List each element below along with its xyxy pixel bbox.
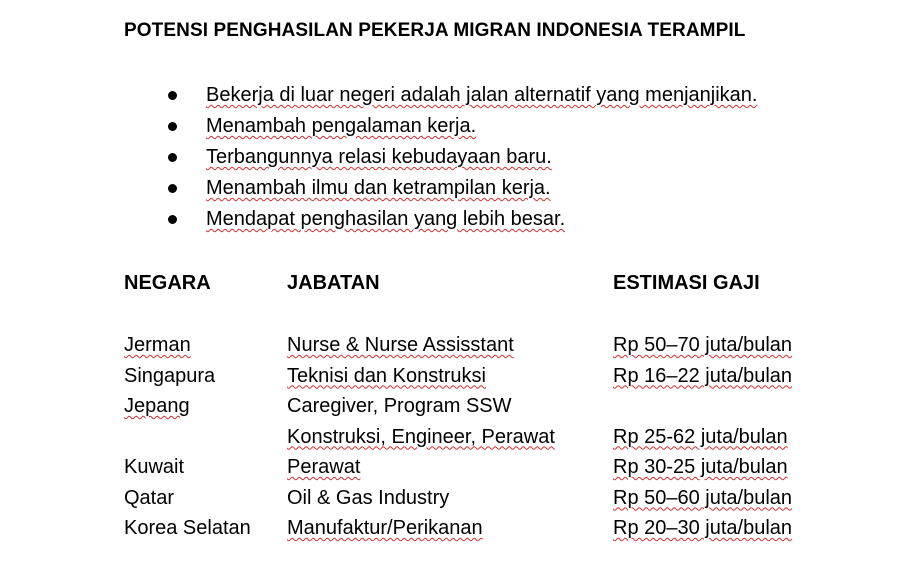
bullet-text[interactable]: Menambah ilmu dan ketrampilan kerja. <box>206 177 551 199</box>
cell-jabatan[interactable]: Perawat <box>287 456 361 478</box>
cell-gaji[interactable]: Rp 16–22 juta/bulan <box>613 364 793 387</box>
cell-jabatan[interactable]: Oil & Gas Industry <box>287 486 450 509</box>
cell-negara[interactable]: Kuwait <box>124 456 185 478</box>
header-estimasi-gaji: ESTIMASI GAJI <box>613 272 760 294</box>
cell-gaji[interactable]: Rp 50–70 juta/bulan <box>613 334 793 356</box>
bullet-text[interactable]: Terbangunnya relasi kebudayaan baru. <box>206 146 552 168</box>
bullet-icon <box>168 215 177 224</box>
bullet-text[interactable]: Bekerja di luar negeri adalah jalan alternatif yang menjanjikan. <box>206 84 758 106</box>
cell-negara[interactable]: Jepang <box>124 395 190 417</box>
document-title: POTENSI PENGHASILAN PEKERJA MIGRAN INDONESIA TERAMPIL <box>124 20 746 41</box>
bullet-icon <box>168 122 177 131</box>
header-jabatan: JABATAN <box>287 272 380 294</box>
cell-negara[interactable]: Korea Selatan <box>124 517 251 539</box>
cell-jabatan[interactable]: Nurse & Nurse Assisstant <box>287 334 514 356</box>
cell-jabatan[interactable]: Teknisi dan Konstruksi <box>287 364 486 387</box>
cell-negara[interactable]: Qatar <box>124 486 175 509</box>
bullet-icon <box>168 91 177 100</box>
cell-jabatan[interactable]: Manufaktur/Perikanan <box>287 517 483 539</box>
cell-gaji[interactable]: Rp 20–30 juta/bulan <box>613 517 793 539</box>
cell-negara[interactable]: Singapura <box>124 364 216 387</box>
cell-jabatan[interactable]: Caregiver, Program SSW <box>287 395 512 417</box>
cell-jabatan[interactable]: Konstruksi, Engineer, Perawat <box>287 425 555 448</box>
bullet-icon <box>168 153 177 162</box>
bullet-icon <box>168 184 177 193</box>
header-negara: NEGARA <box>124 272 211 294</box>
cell-gaji[interactable]: Rp 50–60 juta/bulan <box>613 486 793 509</box>
cell-gaji[interactable]: Rp 30-25 juta/bulan <box>613 456 788 478</box>
cell-negara[interactable]: Jerman <box>124 334 191 356</box>
bullet-text[interactable]: Menambah pengalaman kerja. <box>206 115 477 137</box>
cell-gaji[interactable]: Rp 25-62 juta/bulan <box>613 425 788 448</box>
bullet-text[interactable]: Mendapat penghasilan yang lebih besar. <box>206 208 566 230</box>
